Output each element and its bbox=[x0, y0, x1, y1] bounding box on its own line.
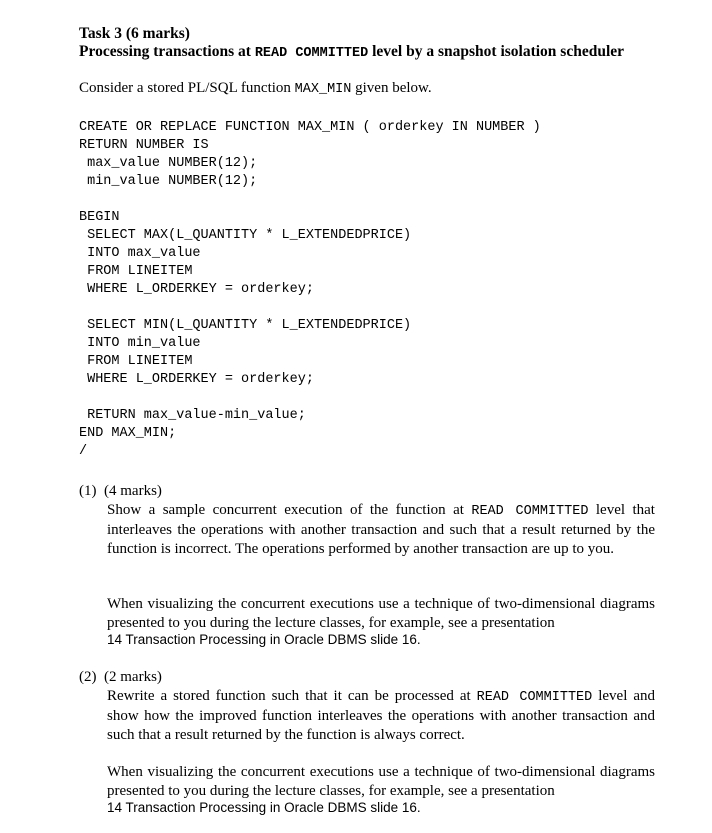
q2-header bbox=[79, 669, 162, 686]
q2-text bbox=[107, 687, 655, 746]
code-line: WHERE L_ORDERKEY = orderkey; bbox=[79, 372, 314, 387]
q2-text-pre: Rewrite a stored function such that it can be processed at bbox=[107, 688, 477, 704]
q2-text-code: READ COMMITTED bbox=[476, 690, 593, 705]
q1-visualize: When visualizing the concurrent executions use a technique of two-dimensional diagrams presented to you during the lecture classes, for example, see a presentation bbox=[107, 596, 655, 632]
code-line: INTO max_value bbox=[79, 246, 201, 261]
q2-reference: 14 Transaction Processing in Oracle DBMS slide 16. bbox=[107, 800, 421, 815]
code-line bbox=[79, 389, 541, 407]
code-line: max_value NUMBER(12); bbox=[79, 156, 258, 171]
q1-reference: 14 Transaction Processing in Oracle DBMS slide 16. bbox=[107, 632, 421, 647]
q1-text-code: READ COMMITTED bbox=[471, 504, 589, 519]
code-line: INTO min_value bbox=[79, 336, 201, 351]
q1-marks: (4 marks) bbox=[104, 483, 162, 499]
q1-number: (1) bbox=[79, 483, 97, 499]
q2-visualize: When visualizing the concurrent executions use a technique of two-dimensional diagrams presented to you during the lecture classes, for example, see a presentation bbox=[107, 764, 655, 800]
code-line bbox=[79, 191, 541, 209]
q1-text-post: level that interleaves the operations with another transaction and such that a result returned by the function is incorrect. The operations performed by another transaction are up to you. bbox=[107, 502, 655, 558]
code-line bbox=[79, 299, 541, 317]
q2-text-post: level and show how the improved function interleaves the operations with another transaction and such that a result returned by the function is always correct. bbox=[107, 688, 655, 744]
code-line: / bbox=[79, 444, 88, 459]
task-heading bbox=[79, 25, 190, 43]
intro-paragraph bbox=[79, 80, 432, 97]
q2-marks: (2 marks) bbox=[104, 669, 162, 685]
task-subheading bbox=[79, 43, 624, 61]
task-subheading-post: level by a snapshot isolation scheduler bbox=[368, 43, 625, 60]
code-line: FROM LINEITEM bbox=[79, 264, 193, 279]
q1-header bbox=[79, 483, 162, 500]
task-subheading-code: READ COMMITTED bbox=[254, 46, 369, 61]
code-line: BEGIN bbox=[79, 210, 120, 225]
code-line: END MAX_MIN; bbox=[79, 426, 177, 441]
code-line: RETURN NUMBER IS bbox=[79, 138, 209, 153]
task-heading-text: Task 3 (6 marks) bbox=[79, 25, 190, 42]
code-line: min_value NUMBER(12); bbox=[79, 174, 258, 189]
task-subheading-pre: Processing transactions at bbox=[79, 43, 255, 60]
intro-post: given below. bbox=[351, 80, 432, 96]
code-line: CREATE OR REPLACE FUNCTION MAX_MIN ( orderkey IN NUMBER ) bbox=[79, 120, 541, 135]
intro-code: MAX_MIN bbox=[294, 82, 352, 97]
code-line: SELECT MIN(L_QUANTITY * L_EXTENDEDPRICE) bbox=[79, 318, 412, 333]
code-block bbox=[79, 119, 541, 461]
q1-text-pre: Show a sample concurrent execution of the function at bbox=[107, 502, 472, 518]
code-line: RETURN max_value-min_value; bbox=[79, 408, 306, 423]
code-line: SELECT MAX(L_QUANTITY * L_EXTENDEDPRICE) bbox=[79, 228, 412, 243]
intro-pre: Consider a stored PL/SQL function bbox=[79, 80, 295, 96]
q1-text bbox=[107, 501, 655, 560]
q2-number: (2) bbox=[79, 669, 97, 685]
code-line: FROM LINEITEM bbox=[79, 354, 193, 369]
code-line: WHERE L_ORDERKEY = orderkey; bbox=[79, 282, 314, 297]
